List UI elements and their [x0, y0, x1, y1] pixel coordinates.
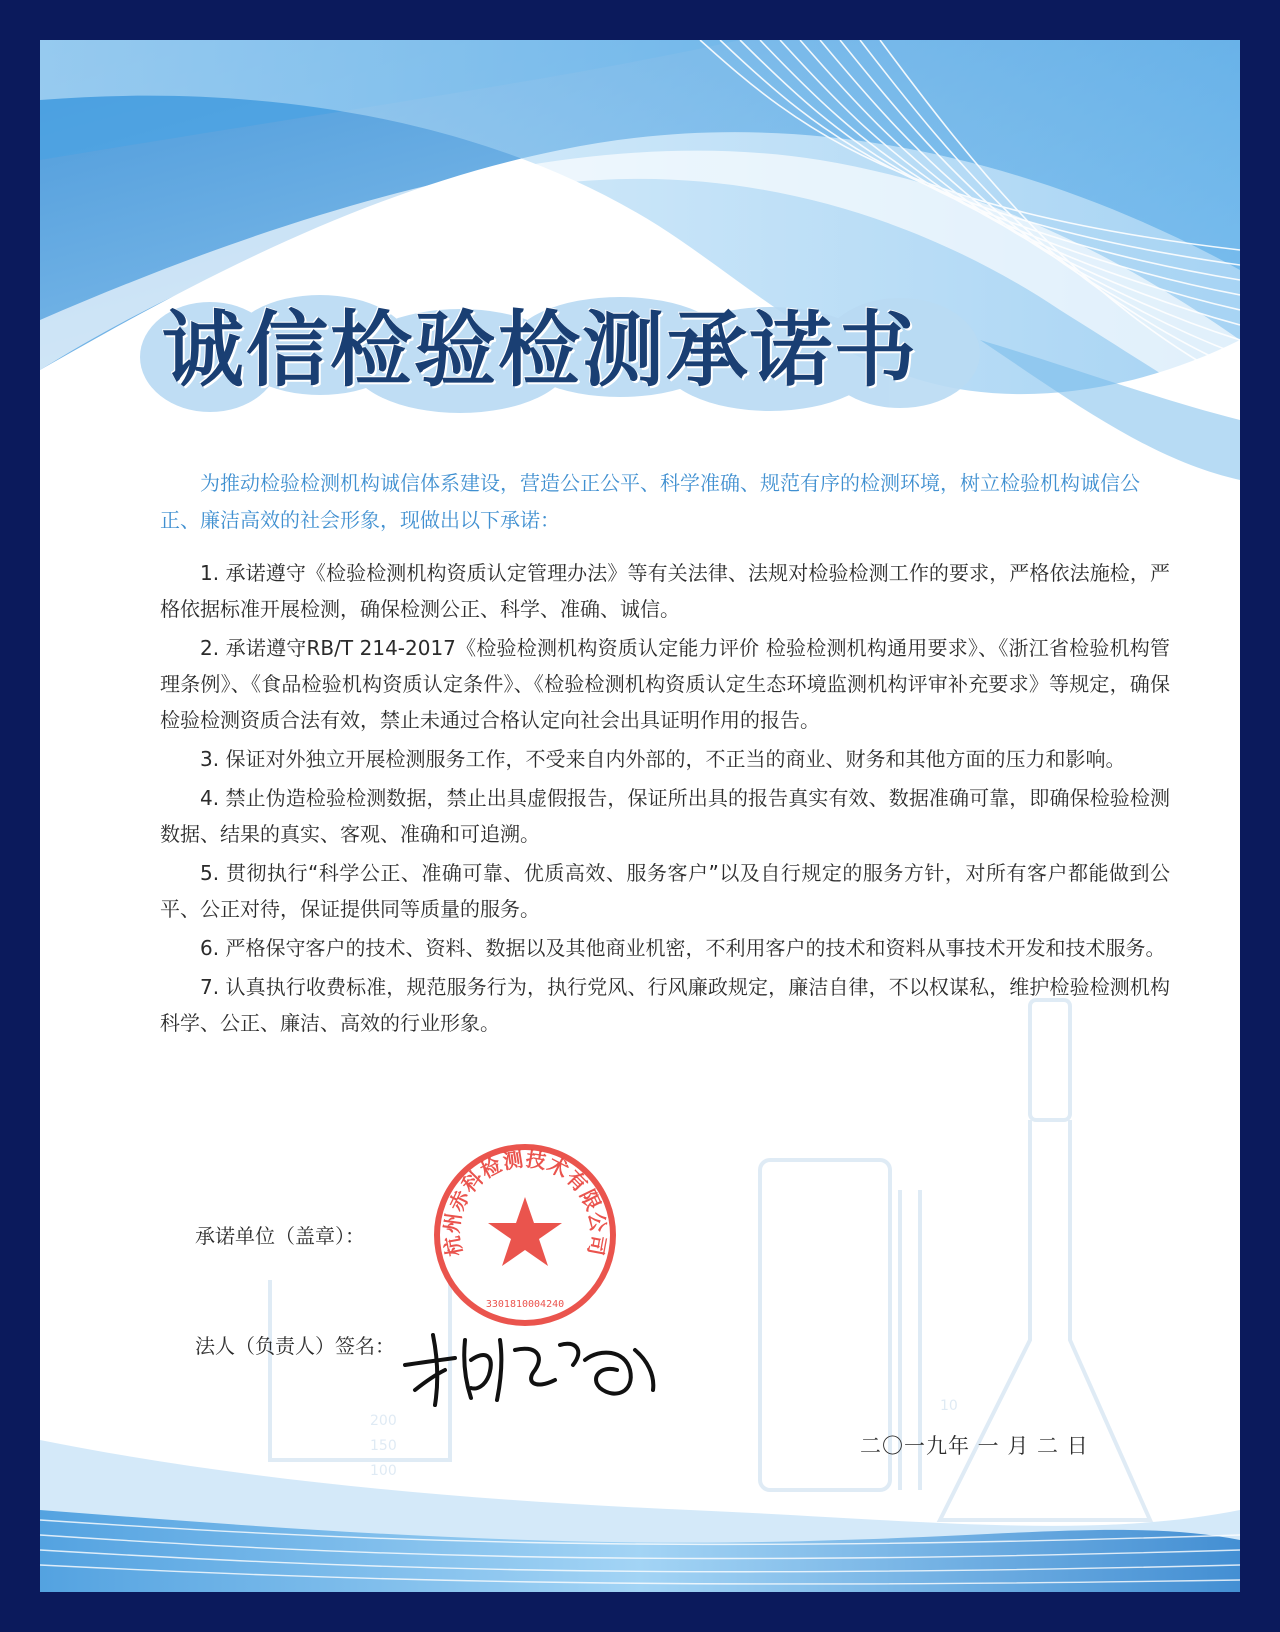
svg-text:200: 200: [370, 1413, 397, 1429]
commitment-item: 7. 认真执行收费标准，规范服务行为，执行党风、行风廉政规定，廉洁自律，不以权谋私，维护检验检测机构科学、公正、廉洁、高效的行业形象。: [160, 975, 1170, 1035]
commitment-item: 1. 承诺遵守《检验检测机构资质认定管理办法》等有关法律、法规对检验检测工作的要求，严格依法施检，严格依据标准开展检测，确保检测公正、科学、准确、诚信。: [160, 561, 1170, 621]
unit-label: 承诺单位（盖章）：: [195, 1224, 365, 1248]
seal-company-name: 杭州赤科检测技术有限公司: [439, 1146, 611, 1259]
title-banner: [140, 295, 980, 415]
commitment-item: 4. 禁止伪造检验检测数据，禁止出具虚假报告，保证所出具的报告真实有效、数据准确可靠，即确保检验检测数据、结果的真实、客观、准确和可追溯。: [160, 786, 1170, 846]
page-title: 诚信检验检测承诺书: [162, 303, 919, 398]
commitment-item: 2. 承诺遵守RB/T 214-2017《检验检测机构资质认定能力评价 检验检测机构通用要求》、《浙江省检验机构管理条例》、《食品检验机构资质认定条件》、《检验检测机构资质认定生态环境监测机构评审补充要求》等规定，确保检验检测资质合法有效，禁止未通过合格认定向社会出具证明作用的报告。: [160, 636, 1170, 732]
svg-text:150: 150: [370, 1438, 397, 1454]
signer-label: 法人（负责人）签名：: [195, 1334, 395, 1358]
company-seal-stamp: [425, 1135, 625, 1335]
certificate-page: [40, 40, 1240, 1592]
commitment-list: [160, 555, 1170, 1044]
signing-date: 二〇一九年 一 月 二 日: [860, 1434, 1089, 1458]
svg-text:10: 10: [940, 1398, 958, 1414]
commitment-item: 5. 贯彻执行“科学公正、准确可靠、优质高效、服务客户”以及自行规定的服务方针，对所有客户都能做到公平、公正对待，保证提供同等质量的服务。: [160, 861, 1170, 921]
seal-number: 3301810004240: [485, 1299, 565, 1310]
intro-paragraph: 为推动检验检测机构诚信体系建设，营造公正公平、科学准确、规范有序的检测环境，树立检验机构诚信公正、廉洁高效的社会形象，现做出以下承诺：: [160, 471, 1140, 532]
commitment-item: 3. 保证对外独立开展检测服务工作，不受来自内外部的，不正当的商业、财务和其他方面的压力和影响。: [200, 747, 1126, 771]
handwritten-signature: [385, 1320, 685, 1410]
svg-text:100: 100: [370, 1463, 397, 1479]
commitment-item: 6. 严格保守客户的技术、资料、数据以及其他商业机密，不利用客户的技术和资料从事技术开发和技术服务。: [200, 936, 1166, 960]
